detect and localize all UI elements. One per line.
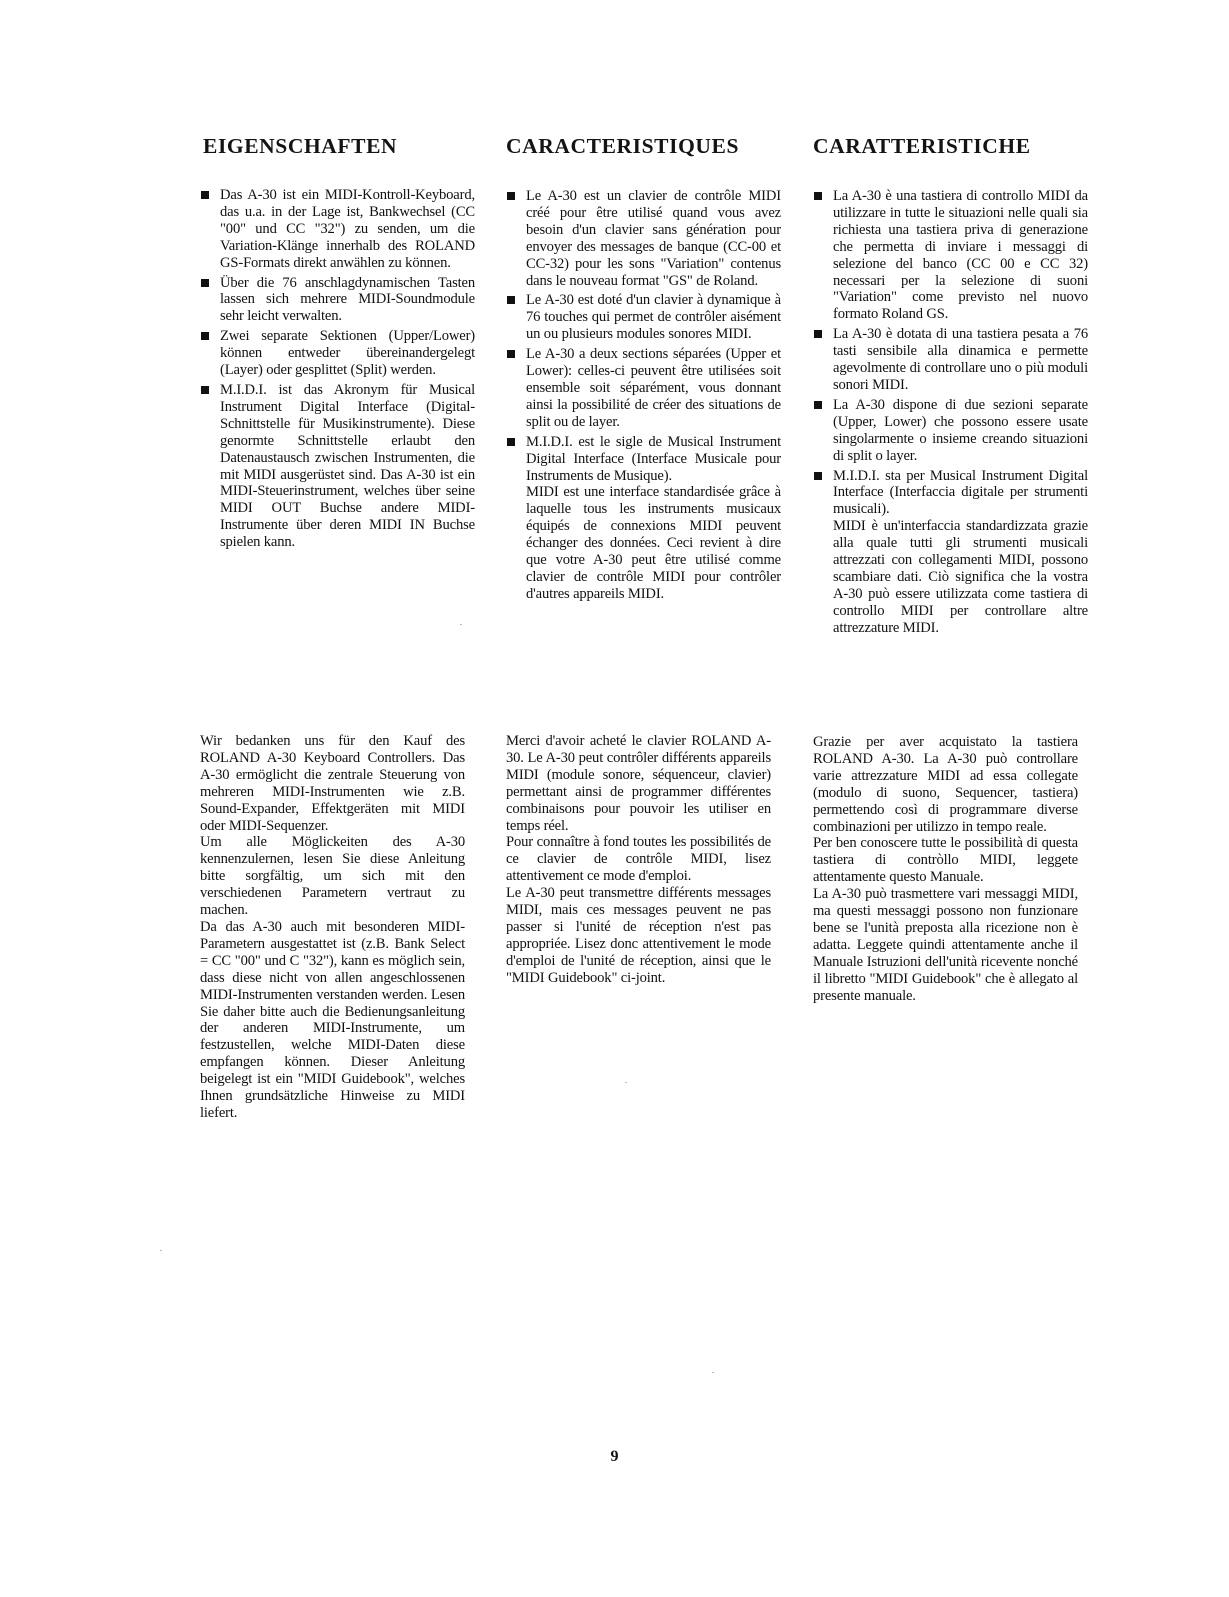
intro-paragraph: Le A-30 peut transmettre différents messages MIDI, mais ces messages peuvent ne pas passer si l'unité de réception n'est pas appropriée. Lisez donc attentivement le mode d'emploi de l'unité de réception, ainsi que le "MIDI Guidebook" ci-joint.	[506, 885, 771, 986]
intro-german	[200, 733, 465, 1122]
intro-paragraph: Grazie per aver acquistato la tastiera ROLAND A-30. La A-30 può controllare varie attrezzature MIDI ad essa collegate (modulo di suono, Sequencer, tastiera) permettendo così di programmare diverse combinazioni per utilizzo in tempo reale.	[813, 734, 1078, 835]
square-bullet-icon	[814, 192, 822, 200]
feature-text: La A-30 è una tastiera di controllo MIDI da utilizzare in tutte le situazioni nelle quali sia richiesta una tastiera priva di generazione che permetta di inviare i messaggi di selezione del banco (CC 00 e CC 32) necessari per la selezione di suoni "Variation" come previsto nel nuovo formato Roland GS.	[833, 188, 1088, 323]
heading-caracteristiques: CARACTERISTIQUES	[506, 134, 740, 158]
scan-speck	[160, 1250, 162, 1251]
feature-text-continued: MIDI è un'interfaccia standardizzata grazie alla quale tutti gli strumenti musicali attrezzati con collegamenti MIDI, possono scambiare dati. Ciò significa che la vostra A-30 può essere utilizzata come tastiera di controllo MIDI per controllare altre attrezzature MIDI.	[833, 518, 1088, 636]
square-bullet-icon	[507, 438, 515, 446]
intro-french	[506, 733, 771, 987]
intro-paragraph: Wir bedanken uns für den Kauf des ROLAND A-30 Keyboard Controllers. Das A-30 ermöglicht die zentrale Steuerung von mehreren MIDI-Instrumenten wie z.B. Sound-Expander, Effektgeräten mit MIDI oder MIDI-Sequenzer.	[200, 733, 465, 834]
intro-paragraph: Merci d'avoir acheté le clavier ROLAND A-30. Le A-30 peut contrôler différents appareils MIDI (module sonore, séquenceur, clavier) permettant ainsi de programmer différentes combinaisons pour pouvoir les utiliser en temps réel.	[506, 733, 771, 834]
square-bullet-icon	[201, 386, 209, 394]
intro-paragraph: Um alle Möglickeiten des A-30 kennenzulernen, lesen Sie diese Anleitung bitte sorgfältig, um sich mit den verschiedenen Parametern vertraut zu machen.	[200, 834, 465, 919]
feature-item	[506, 292, 781, 343]
intro-italian	[813, 734, 1078, 1005]
page-number: 9	[610, 1448, 619, 1465]
feature-list-french	[506, 188, 781, 606]
feature-text: Le A-30 est doté d'un clavier à dynamique à 76 touches qui permet de contrôler aisément un ou plusieurs modules sonores MIDI.	[526, 292, 781, 343]
feature-text: M.I.D.I. ist das Akronym für Musical Instrument Digital Interface (Digital-Schnittstelle für Musikinstrumente). Diese genormte Schnittstelle erlaubt den Datenaustausch zwischen Instrumenten, die mit MIDI ausgerüstet sind. Das A-30 ist ein MIDI-Steuerinstrument, welches über seine MIDI OUT Buchse andere MIDI-Instrumente über deren MIDI IN Buchse spielen kann.	[220, 381, 475, 551]
feature-item	[813, 468, 1088, 637]
square-bullet-icon	[201, 191, 209, 199]
square-bullet-icon	[201, 279, 209, 287]
square-bullet-icon	[507, 296, 515, 304]
feature-text: M.I.D.I. sta per Musical Instrument Digital Interface (Interfaccia digitale per strumenti musicali).	[833, 467, 1088, 518]
feature-text: La A-30 dispone di due sezioni separate (Upper, Lower) che possono essere usate singolarmente o insieme creando situazioni di split o layer.	[833, 396, 1088, 464]
square-bullet-icon	[507, 350, 515, 358]
heading-caratteristiche: CARATTERISTICHE	[813, 134, 1031, 158]
feature-item	[813, 326, 1088, 394]
square-bullet-icon	[814, 472, 822, 480]
feature-text: Das A-30 ist ein MIDI-Kontroll-Keyboard, das u.a. in der Lage ist, Bankwechsel (CC "00" und CC "32") zu senden, um die Variation-Klänge innerhalb des ROLAND GS-Formats direkt anwählen zu können.	[220, 187, 475, 271]
feature-text: Le A-30 est un clavier de contrôle MIDI créé pour être utilisé quand vous avez besoin d'un clavier sans génération pour envoyer des messages de banque (CC-00 et CC-32) pour les sons "Variation" contenus dans le nouveau format "GS" de Roland.	[526, 188, 781, 289]
intro-paragraph: La A-30 può trasmettere vari messaggi MIDI, ma questi messaggi possono non funzionare bene se l'unità preposta alla ricezione non è adatta. Leggete quindi attentamente anche il Manuale Istruzioni dell'unità ricevente nonché il libretto "MIDI Guidebook" che è allegato al presente manuale.	[813, 886, 1078, 1004]
feature-item	[813, 397, 1088, 465]
square-bullet-icon	[814, 330, 822, 338]
feature-list-german	[200, 187, 475, 554]
scan-speck	[625, 1082, 627, 1083]
feature-list-italian	[813, 188, 1088, 640]
intro-paragraph: Da das A-30 auch mit besonderen MIDI-Parametern ausgestattet ist (z.B. Bank Select = CC "00" und C "32"), kann es möglich sein, dass diese nicht von allen angeschlossenen MIDI-Instrumenten verstanden werden. Lesen Sie daher bitte auch die Bedienungsanleitung der anderen MIDI-Instrumente, um festzustellen, welche MIDI-Daten diese empfangen können. Dieser Anleitung beigelegt ist ein "MIDI Guidebook", welches Ihnen grundsätzliche Hinweise zu MIDI liefert.	[200, 918, 465, 1121]
feature-text: Über die 76 anschlagdynamischen Tasten lassen sich mehrere MIDI-Soundmodule sehr leicht verwalten.	[220, 274, 475, 325]
feature-item	[813, 188, 1088, 323]
intro-paragraph: Per ben conoscere tutte le possibilità di questa tastiera di contròllo MIDI, leggete attentamente questo Manuale.	[813, 835, 1078, 886]
feature-text: La A-30 è dotata di una tastiera pesata a 76 tasti sensibile alla dinamica e permette agevolmente di controllare uno o più moduli sonori MIDI.	[833, 326, 1088, 393]
feature-item	[506, 346, 781, 431]
feature-item	[200, 328, 475, 379]
square-bullet-icon	[814, 401, 822, 409]
feature-item	[200, 275, 475, 326]
feature-text: Le A-30 a deux sections séparées (Upper et Lower): celles-ci peuvent être utilisées soit ensemble soit séparément, vous donnant ainsi la possibilité de créer des situations de split ou de layer.	[526, 346, 781, 430]
feature-item	[506, 188, 781, 289]
feature-text: M.I.D.I. est le sigle de Musical Instrument Digital Interface (Interface Musicale pour Instruments de Musique).	[526, 433, 781, 484]
scan-speck	[460, 624, 462, 625]
scan-speck	[712, 1372, 714, 1373]
feature-item	[200, 382, 475, 551]
intro-paragraph: Pour connaître à fond toutes les possibilités de ce clavier de contrôle MIDI, lisez attentivement ce mode d'emploi.	[506, 834, 771, 885]
square-bullet-icon	[507, 192, 515, 200]
feature-item	[200, 187, 475, 272]
heading-eigenschaften: EIGENSCHAFTEN	[203, 134, 398, 158]
square-bullet-icon	[201, 332, 209, 340]
feature-text-continued: MIDI est une interface standardisée grâce à laquelle tous les instruments musicaux équipés de connexions MIDI peuvent échanger des données. Ceci revient à dire que votre A-30 peut être utilisé comme clavier de contrôle MIDI pour contrôler d'autres appareils MIDI.	[526, 484, 781, 602]
feature-item	[506, 434, 781, 603]
feature-text: Zwei separate Sektionen (Upper/Lower) können entweder übereinandergelegt (Layer) oder gesplittet (Split) werden.	[220, 328, 475, 379]
